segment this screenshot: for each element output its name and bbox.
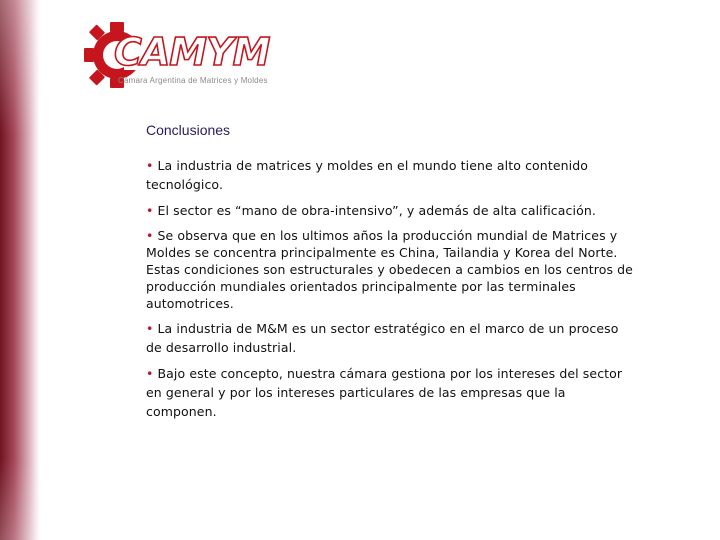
bullet-icon: • <box>146 366 154 381</box>
camym-logo <box>84 22 270 92</box>
bullet-icon: • <box>146 203 154 218</box>
bullet-text: Bajo este concepto, nuestra cámara gestiona por los intereses del sector en general y por los intereses particulares de las empresas que la componen. <box>146 366 623 419</box>
bullet-item <box>146 319 638 357</box>
bullet-text: La industria de M&M es un sector estratégico en el marco de un proceso de desarrollo industrial. <box>146 321 619 355</box>
bullet-item <box>146 201 638 220</box>
bullet-text: Se observa que en los ultimos años la producción mundial de Matrices y Moldes se concentra principalmente es China, Tailandia y Korea del Norte. Estas condiciones son estructurales y obedecen a cambios en los centros de producción mundiales orientados principalmente por las terminales automotrices. <box>146 228 633 311</box>
bullet-item <box>146 227 638 312</box>
bullet-icon: • <box>146 228 154 243</box>
bullet-text: El sector es “mano de obra-intensivo”, y además de alta calificación. <box>157 203 596 218</box>
slide-content <box>146 122 638 428</box>
logo-wordmark: CAMYM <box>114 30 270 74</box>
slide-title: Conclusiones <box>146 122 231 138</box>
bullet-icon: • <box>146 158 154 173</box>
logo-tagline: Cámara Argentina de Matrices y Moldes <box>118 76 268 85</box>
bullet-text: La industria de matrices y moldes en el mundo tiene alto contenido tecnológico. <box>146 158 588 192</box>
bullet-item <box>146 156 638 194</box>
side-decorative-band <box>0 0 40 540</box>
bullet-icon: • <box>146 321 154 336</box>
bullet-item <box>146 364 638 421</box>
